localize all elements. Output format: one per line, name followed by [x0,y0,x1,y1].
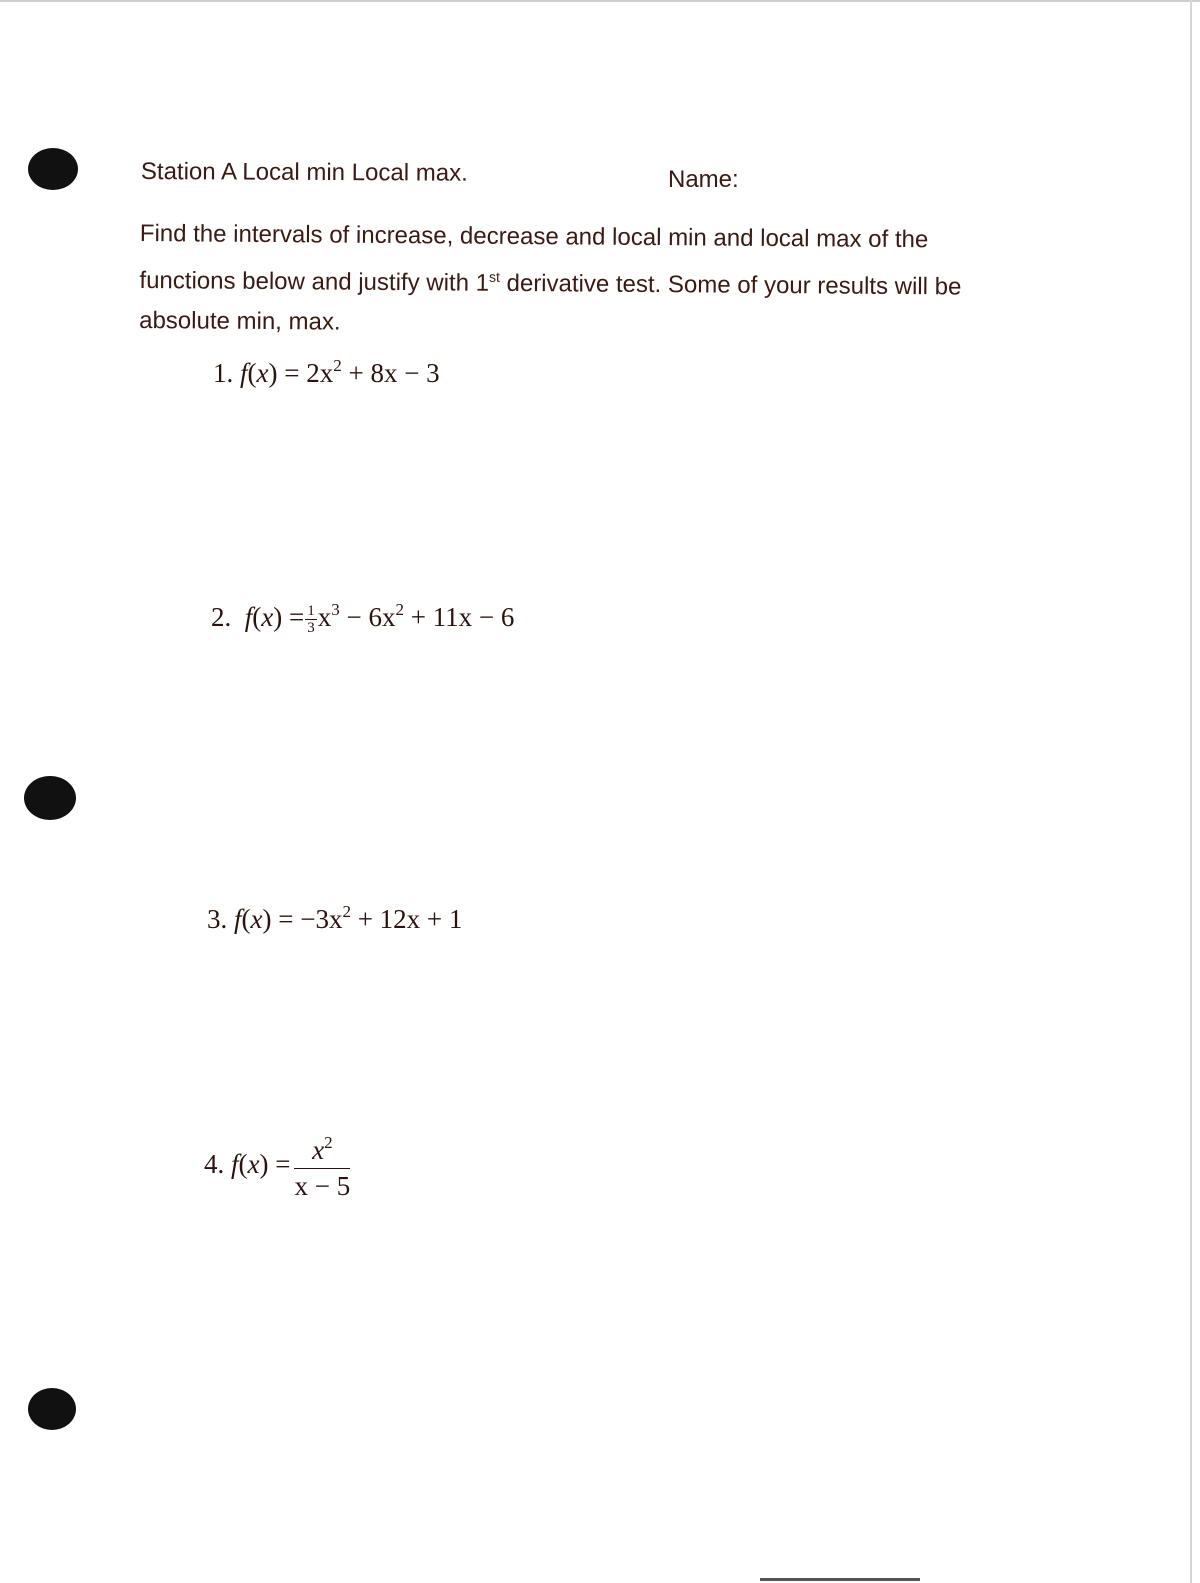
fraction-denominator: 3 [307,619,315,636]
fraction [305,604,317,636]
scan-top-edge [0,0,1200,2]
problem-number: 4. [204,1149,225,1180]
fraction [294,1134,350,1200]
term-b: − 6x [339,602,396,632]
instructions-line-3: absolute min, max. [139,306,341,336]
exponent: 2 [324,1133,333,1152]
punch-hole-bottom [28,1388,76,1430]
instructions [139,214,1060,348]
function-name: f [240,358,248,388]
scan-bottom-mark [760,1578,920,1581]
term-a: −3x [300,904,343,934]
term-c: + 11x − 6 [403,602,515,632]
fraction-numerator: 1 [307,602,315,619]
instructions-line-2-start: functions below and justify with 1 [139,266,490,297]
function-arg: x [247,1149,260,1180]
exponent: 2 [395,600,404,619]
worksheet-title: Station A Local min Local max. [140,158,468,187]
name-label: Name: [668,166,739,193]
instructions-line-2-end: derivative test. Some of your results will be [499,269,962,301]
problem-3: 3. $f(x) = -3x^2 + 12x + 1$ [207,902,463,934]
exponent: 3 [331,600,340,619]
punch-hole-top [28,148,78,190]
ordinal-suffix: st [488,268,501,285]
term-b: + 8x − 3 [341,358,440,388]
scan-right-edge [1190,0,1192,1583]
problem-1: 1. $f(x) = 2x^2 + 8x - 3$ [213,356,440,388]
problem-2: 2. f(x) = $\frac{1}{3}$ $x^3 - 6x^2 + 11x - 6$ [211,600,515,636]
term-b: + 12x + 1 [350,904,463,934]
function-arg: x [256,358,269,388]
problem-4: 4. f(x) = $\frac{x^2}{x - 5}$ [204,1133,351,1201]
function-name: f [244,602,253,632]
function-name: f [234,904,242,934]
problem-number: 1. [213,358,234,388]
instructions-line-2 [139,254,1059,308]
numerator-base: x [312,1135,325,1165]
function-arg: x [261,602,274,632]
term-a: 2x [306,358,334,388]
problem-number: 3. [207,904,228,934]
function-arg: x [250,904,263,934]
fraction-denominator: x − 5 [294,1171,351,1201]
term-a: x [317,602,332,632]
instructions-line-1: Find the intervals of increase, decrease and local min and local max of the [139,219,929,254]
punch-hole-middle [24,776,76,820]
exponent: 2 [333,356,342,375]
fraction-numerator [294,1134,350,1169]
exponent: 2 [342,902,351,921]
function-name: f [231,1149,239,1180]
problem-number: 2. [211,602,232,632]
